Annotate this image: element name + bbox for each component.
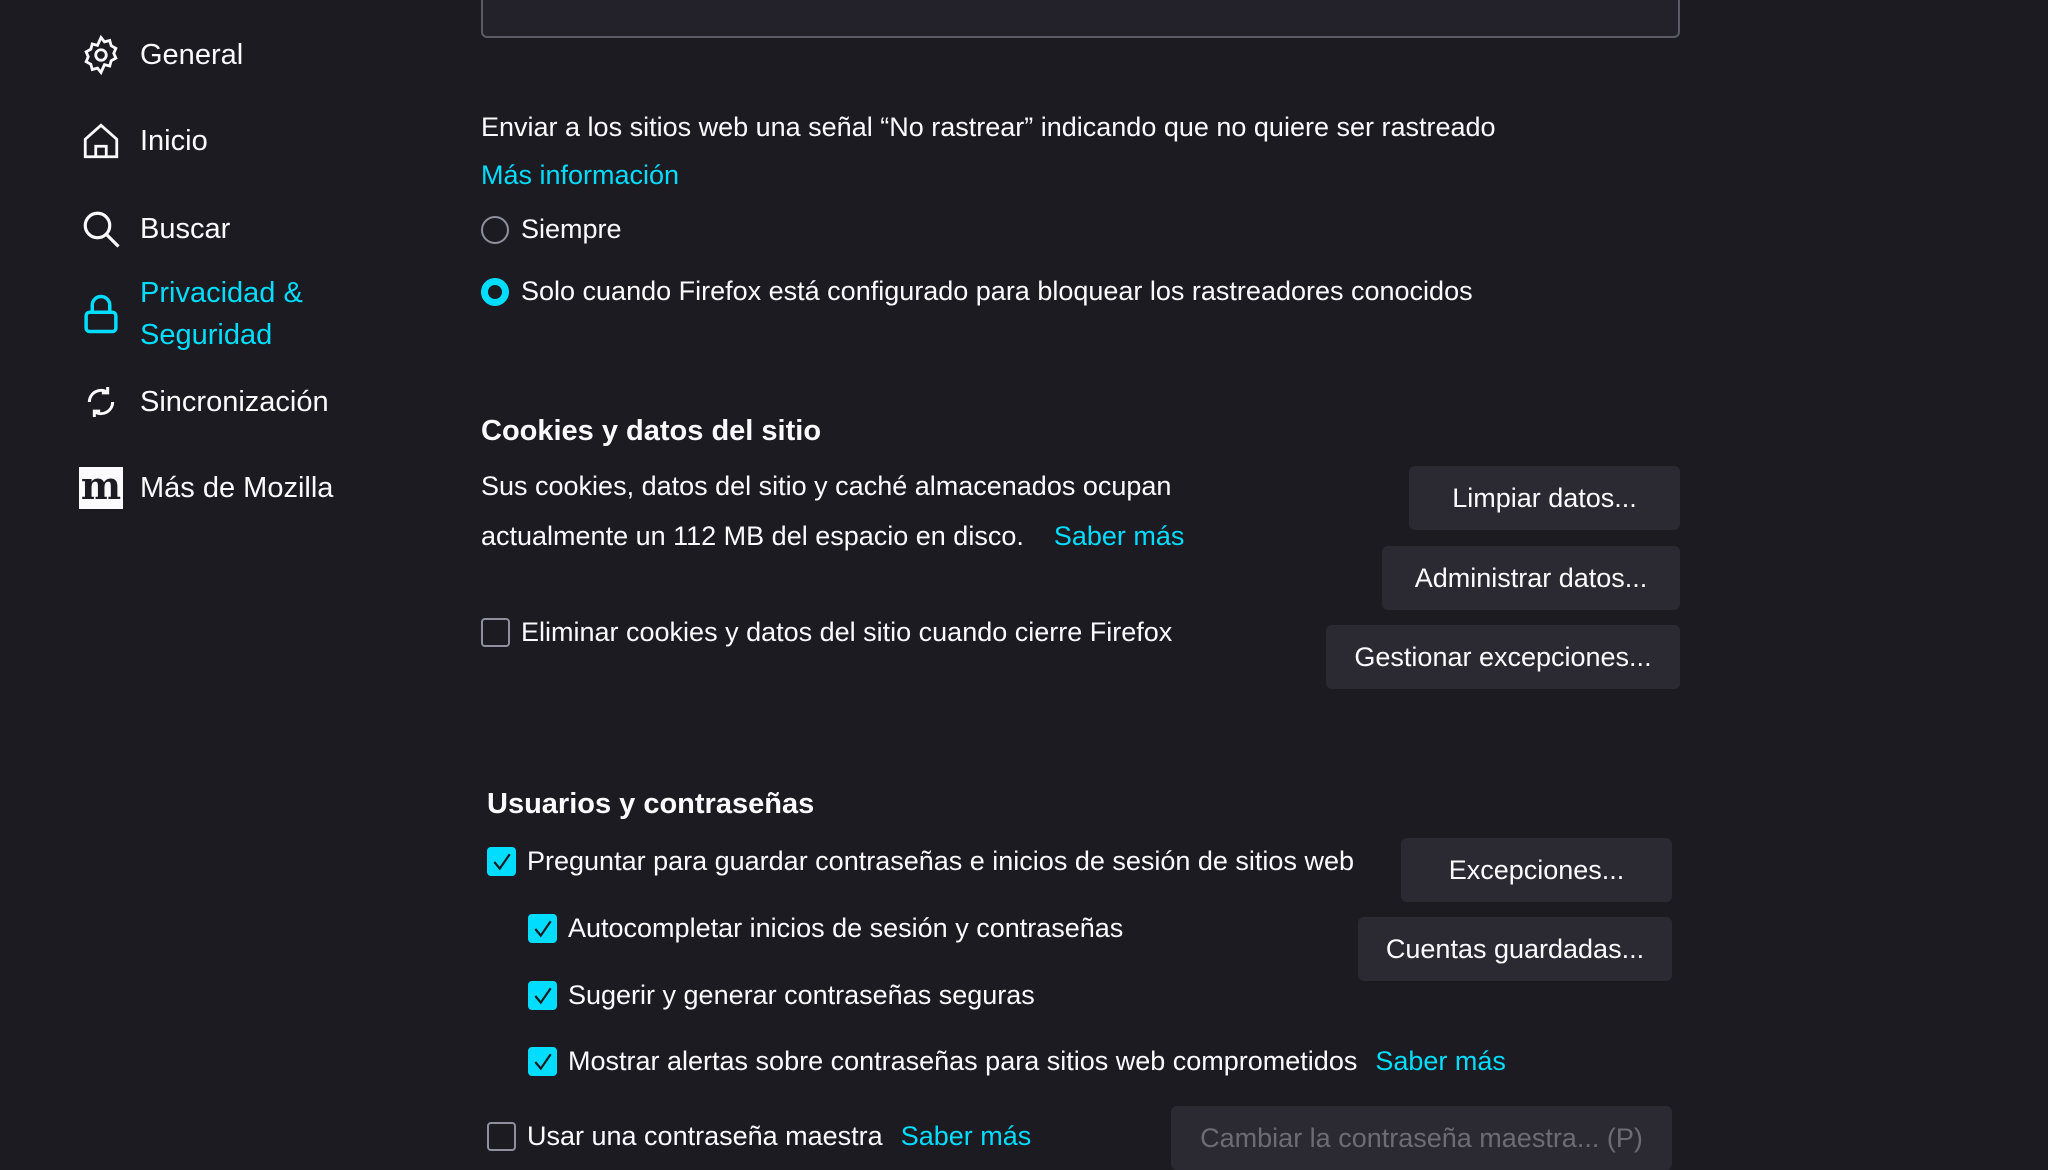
manage-exceptions-button[interactable]: Gestionar excepciones... [1326, 625, 1680, 689]
master-password-checkbox[interactable] [487, 1121, 1031, 1152]
gear-icon [78, 32, 124, 78]
breach-alerts-checkbox[interactable] [528, 1046, 1506, 1077]
suggest-passwords-checkbox[interactable] [528, 980, 1035, 1011]
checkbox[interactable] [481, 618, 510, 647]
login-exceptions-button[interactable]: Excepciones... [1401, 838, 1672, 902]
checkbox-checked[interactable] [528, 1047, 557, 1076]
dnt-radio-only-when-blocking[interactable] [481, 276, 1473, 307]
clear-data-button[interactable]: Limpiar datos... [1409, 466, 1680, 530]
checkbox-checked[interactable] [528, 981, 557, 1010]
change-master-password-button[interactable]: Cambiar la contraseña maestra... (P) [1171, 1106, 1672, 1170]
sidebar-item-inicio[interactable] [78, 118, 208, 164]
cookies-usage-text-2 [481, 521, 1184, 552]
radio-label: Solo cuando Firefox está configurado para bloquear los rastreadores conocidos [521, 276, 1473, 306]
lock-icon [78, 291, 124, 337]
sidebar-item-label: Buscar [140, 212, 231, 245]
saved-logins-button[interactable]: Cuentas guardadas... [1358, 917, 1672, 981]
sidebar-item-label: General [140, 38, 244, 71]
checkbox-label: Preguntar para guardar contraseñas e inicios de sesión de sitios web [527, 846, 1354, 876]
sidebar-item-general[interactable] [78, 32, 243, 78]
checkbox[interactable] [487, 1122, 516, 1151]
sidebar-item-mas-de-mozilla[interactable] [78, 465, 333, 511]
radio-button[interactable] [481, 216, 509, 244]
mozilla-icon: m [80, 463, 122, 508]
sidebar-item-label: Inicio [140, 124, 208, 157]
dnt-description: Enviar a los sitios web una señal “No rastrear” indicando que no quiere ser rastreado [481, 112, 1496, 142]
checkbox-checked[interactable] [528, 914, 557, 943]
cookies-heading: Cookies y datos del sitio [481, 415, 822, 447]
sidebar-item-label: Más de Mozilla [140, 471, 334, 504]
logins-heading: Usuarios y contraseñas [487, 788, 815, 820]
ask-save-passwords-checkbox[interactable] [487, 846, 1354, 877]
dnt-radio-always[interactable] [481, 214, 622, 245]
radio-button-selected[interactable] [481, 278, 509, 306]
cookies-usage-text: Sus cookies, datos del sitio y caché almacenados ocupan [481, 471, 1172, 501]
dnt-more-info-link[interactable]: Más información [481, 160, 680, 190]
home-icon [78, 118, 124, 164]
checkbox-label: Eliminar cookies y datos del sitio cuando cierre Firefox [521, 617, 1173, 647]
sidebar-item-buscar[interactable] [78, 206, 230, 252]
sidebar-item-label: Privacidad & [140, 277, 303, 309]
checkbox-label: Mostrar alertas sobre contraseñas para sitios web comprometidos [568, 1046, 1358, 1076]
checkbox-label: Autocompletar inicios de sesión y contraseñas [568, 913, 1124, 943]
sidebar-item-privacidad[interactable] [78, 272, 303, 356]
master-password-learn-more-link[interactable]: Saber más [900, 1121, 1032, 1151]
search-icon [78, 206, 124, 252]
autofill-logins-checkbox[interactable] [528, 913, 1123, 944]
previous-section-box [481, 0, 1680, 38]
delete-cookies-on-close-checkbox[interactable] [481, 617, 1172, 648]
checkbox-checked[interactable] [487, 847, 516, 876]
sidebar-item-label: Sincronización [140, 385, 329, 418]
checkbox-label: Sugerir y generar contraseñas seguras [568, 980, 1035, 1010]
manage-data-button[interactable]: Administrar datos... [1382, 546, 1680, 610]
breach-alerts-learn-more-link[interactable]: Saber más [1375, 1046, 1506, 1076]
checkbox-label: Usar una contraseña maestra [527, 1121, 883, 1151]
radio-label: Siempre [521, 214, 622, 244]
sidebar-item-sincronizacion[interactable] [78, 379, 329, 425]
cookies-size-text: actualmente un 112 MB del espacio en disco. [481, 521, 1024, 551]
sync-icon [78, 379, 124, 425]
cookies-learn-more-link[interactable]: Saber más [1053, 521, 1185, 551]
sidebar-item-label: Seguridad [140, 319, 273, 351]
